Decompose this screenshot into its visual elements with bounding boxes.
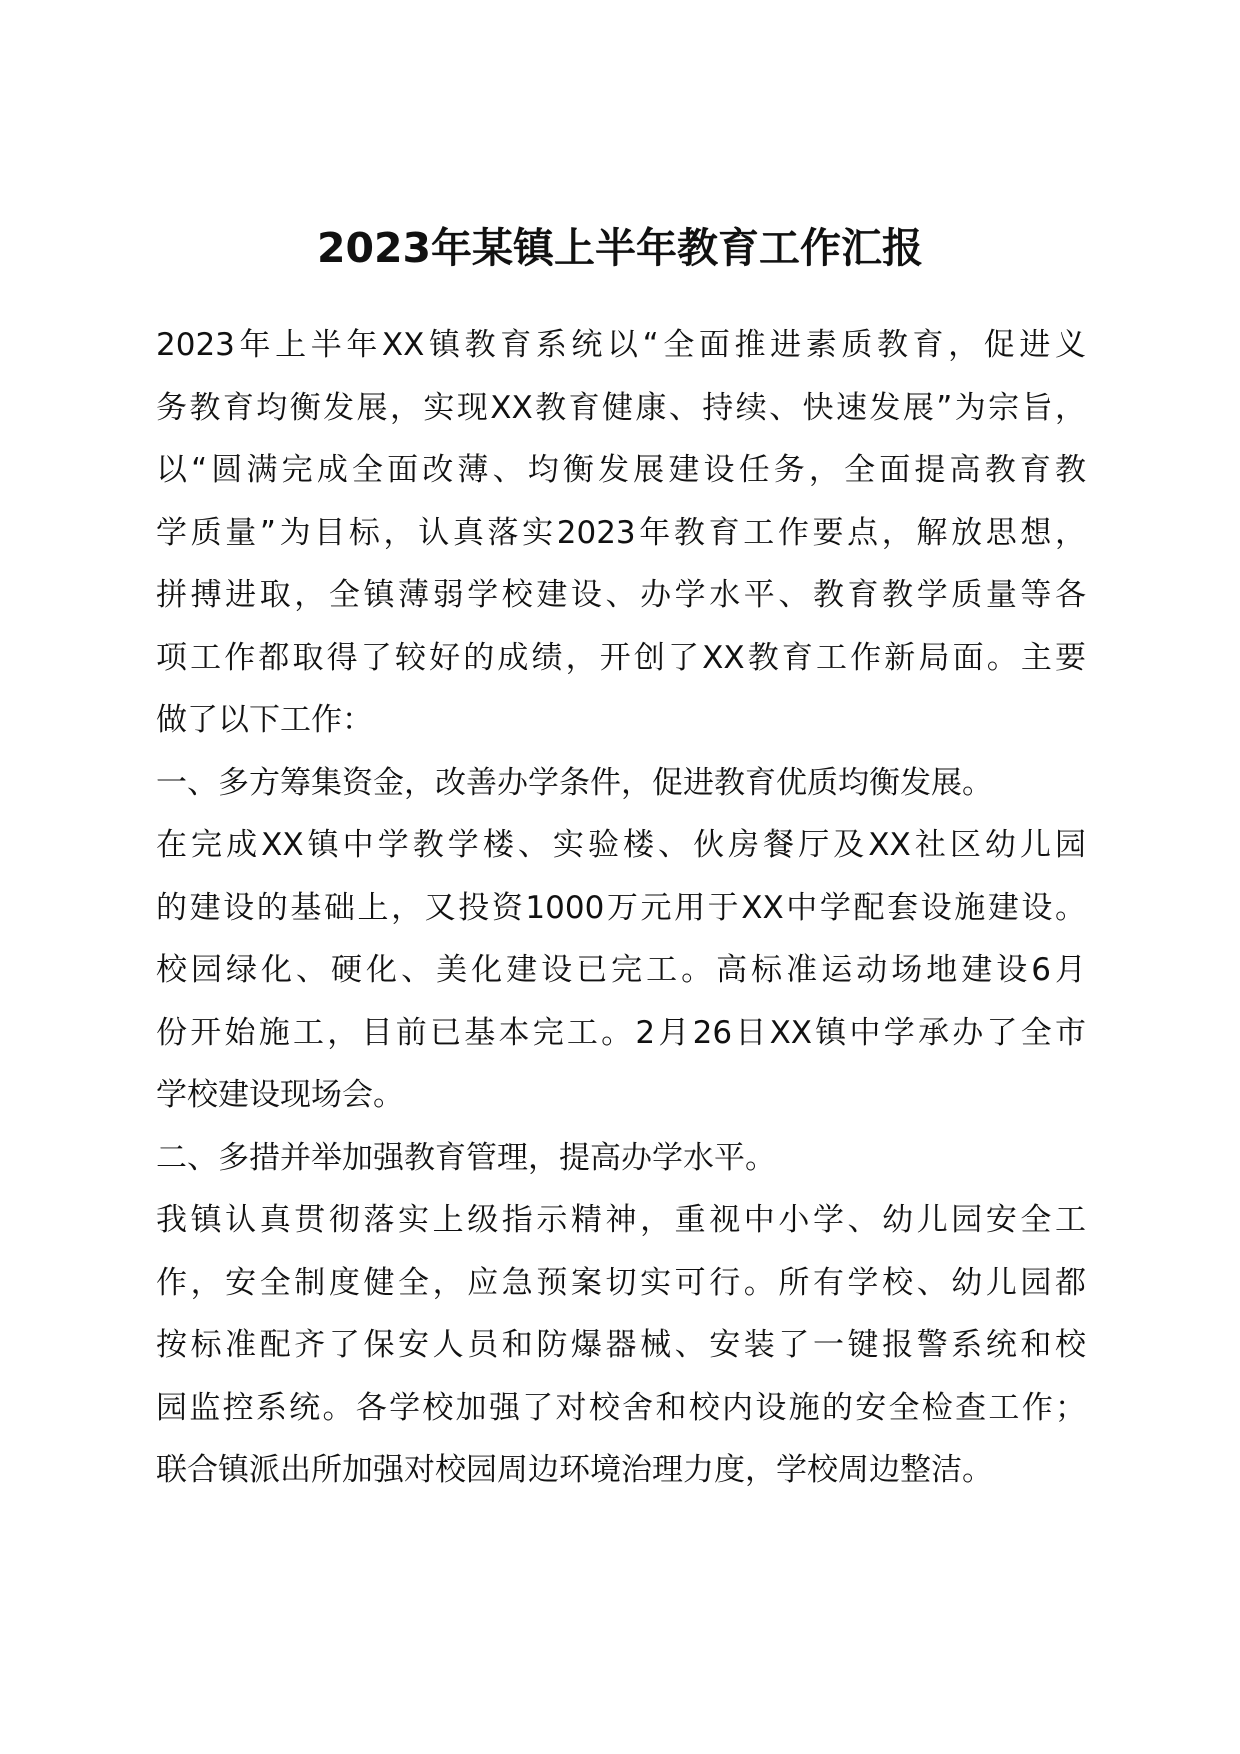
text-line: 园监控系统。各学校加强了对校舍和校内设施的安全检查工作；	[156, 1389, 1086, 1426]
text-line: 作，安全制度健全，应急预案切实可行。所有学校、幼儿园都	[156, 1264, 1086, 1301]
text-line: 校园绿化、硬化、美化建设已完工。高标准运动场地建设6月	[156, 952, 1086, 988]
section-1-heading	[156, 752, 1086, 815]
text-line: 项工作都取得了较好的成绩，开创了XX教育工作新局面。主要	[156, 639, 1086, 676]
text-line: 的建设的基础上，又投资1000万元用于XX中学配套设施建设。	[156, 889, 1086, 926]
document-title: 2023年某镇上半年教育工作汇报	[316, 224, 924, 272]
text-line: 学校建设现场会。	[156, 1077, 404, 1113]
text-line: 学质量”为目标，认真落实2023年教育工作要点，解放思想，	[156, 514, 1086, 551]
intro-paragraph	[156, 314, 1086, 752]
text-line: 联合镇派出所加强对校园周边环境治理力度，学校周边整洁。	[156, 1452, 993, 1488]
text-line: 二、多措并举加强教育管理，提高办学水平。	[156, 1139, 776, 1176]
text-line: 拼搏进取，全镇薄弱学校建设、办学水平、教育教学质量等各	[156, 577, 1086, 613]
section-2-heading	[156, 1127, 1086, 1190]
text-line: 务教育均衡发展，实现XX教育健康、持续、快速发展”为宗旨，	[156, 389, 1086, 426]
text-line: 份开始施工，目前已基本完工。2月26日XX镇中学承办了全市	[156, 1014, 1086, 1051]
text-line: 在完成XX镇中学教学楼、实验楼、伙房餐厅及XX社区幼儿园	[156, 827, 1086, 863]
section-2-body	[156, 1189, 1086, 1502]
document-body	[156, 314, 1086, 1502]
text-line: 做了以下工作：	[156, 702, 373, 738]
section-1-body	[156, 814, 1086, 1127]
text-line: 一、多方筹集资金，改善办学条件，促进教育优质均衡发展。	[156, 764, 993, 801]
text-line: 按标准配齐了保安人员和防爆器械、安装了一键报警系统和校	[156, 1327, 1086, 1363]
text-line: 我镇认真贯彻落实上级指示精神，重视中小学、幼儿园安全工	[156, 1202, 1086, 1238]
text-line: 以“圆满完成全面改薄、均衡发展建设任务，全面提高教育教	[156, 452, 1086, 488]
text-line: 2023年上半年XX镇教育系统以“全面推进素质教育，促进义	[156, 327, 1086, 363]
